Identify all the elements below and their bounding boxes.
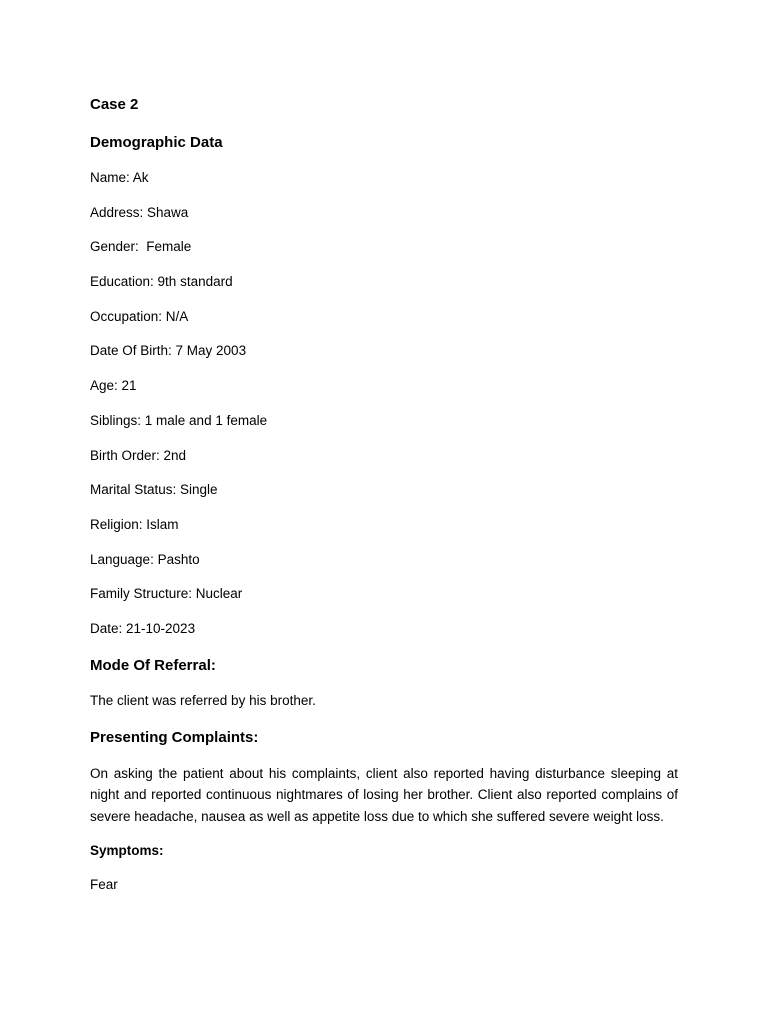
field-age: Age: 21 [90, 378, 137, 394]
field-date-of-birth: Date Of Birth: 7 May 2003 [90, 343, 247, 359]
referral-text: The client was referred by his brother. [90, 692, 316, 708]
field-occupation: Occupation: N/A [90, 308, 189, 324]
complaints-text: On asking the patient about his complaints, client also reported having disturbance sleeping at night and reported continuous nightmares of losing her brother. Client also reported complains of severe headache, nausea as well as appetite loss due to which she suffered severe weight loss. [90, 765, 678, 824]
field-education: Education: 9th standard [90, 274, 233, 290]
field-gender: Gender: Female [90, 239, 192, 255]
field-religion: Religion: Islam [90, 516, 179, 532]
field-address: Address: Shawa [90, 204, 189, 220]
complaints-heading: Presenting Complaints: [90, 728, 259, 746]
field-date: Date: 21-10-2023 [90, 620, 196, 636]
document-body [90, 94, 678, 895]
demographic-field-list [90, 168, 678, 639]
field-language: Language: Pashto [90, 551, 200, 567]
symptom-item: Fear [90, 877, 118, 893]
field-marital-status: Marital Status: Single [90, 482, 218, 498]
field-name: Name: Ak [90, 170, 149, 185]
symptoms-heading: Symptoms: [90, 843, 164, 859]
demographic-heading: Demographic Data [90, 134, 223, 151]
referral-heading: Mode Of Referral: [90, 656, 216, 674]
field-birth-order: Birth Order: 2nd [90, 447, 187, 463]
field-family-structure: Family Structure: Nuclear [90, 586, 243, 602]
case-title: Case 2 [90, 96, 139, 113]
field-siblings: Siblings: 1 male and 1 female [90, 412, 268, 428]
